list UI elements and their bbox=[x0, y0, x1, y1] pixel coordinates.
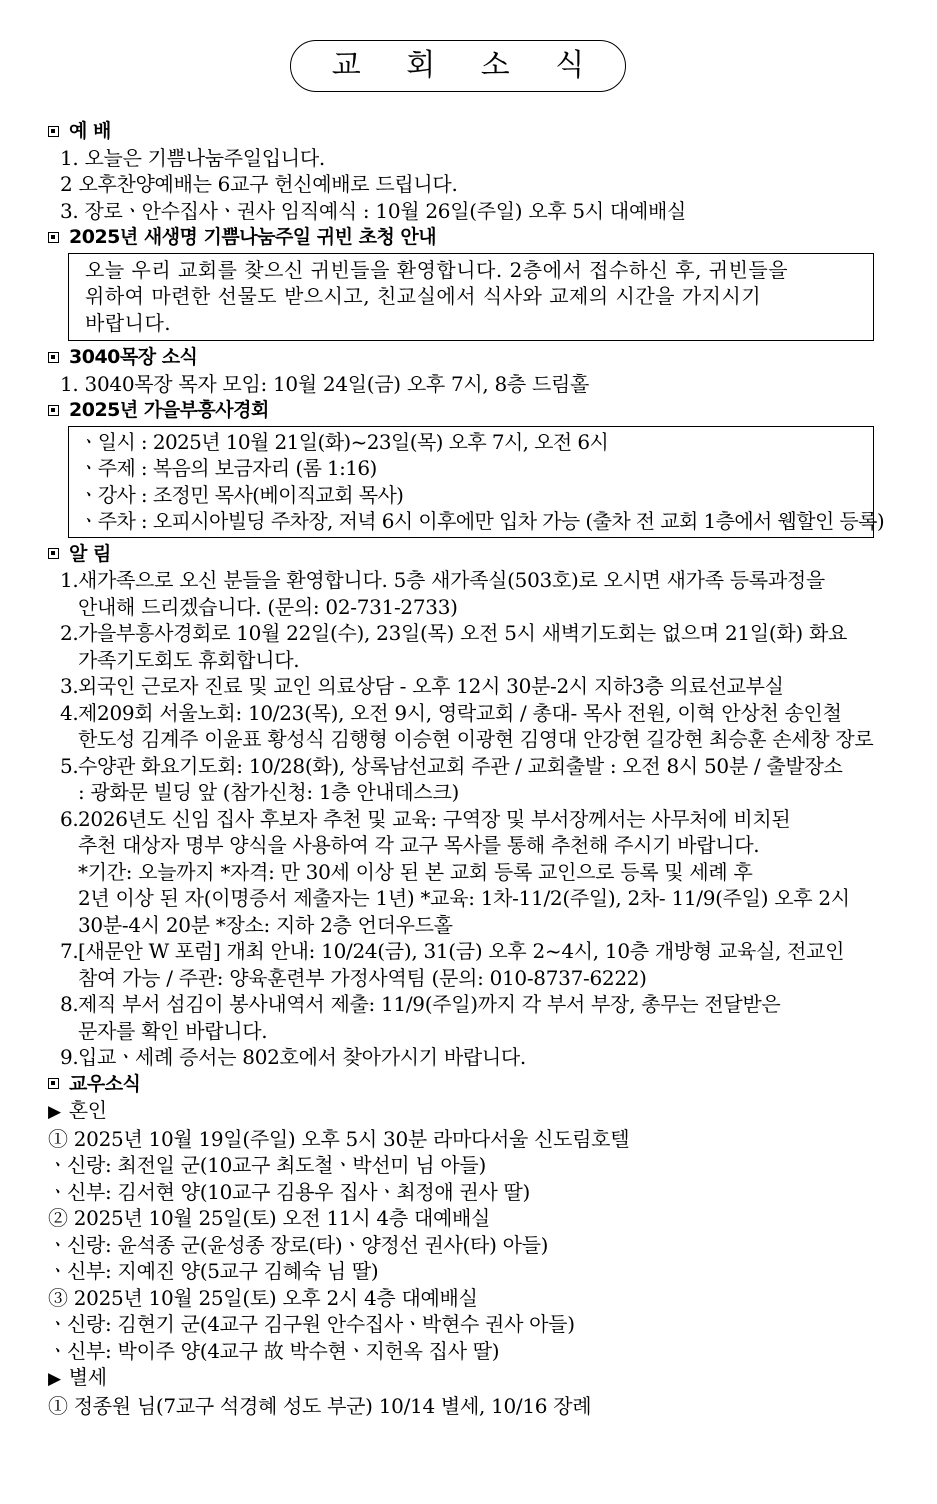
wedding-heading bbox=[48, 1097, 928, 1126]
box-line: 오늘 우리 교회를 찾으신 귀빈들을 환영합니다. 2층에서 접수하신 후, 귀빈들을 bbox=[85, 257, 789, 282]
notice-number: 3. bbox=[60, 674, 79, 698]
square-bullet-icon bbox=[48, 405, 59, 416]
notice-text: 수양관 화요기도회: 10/28(화), 상록남선교회 주관 / 교회출발 : 오전 8시 50분 / 출발장소 bbox=[78, 753, 843, 778]
notice-number: 1. bbox=[60, 568, 79, 592]
notice-continuation: 문자를 확인 바랍니다. bbox=[78, 1018, 268, 1043]
wedding-line: ㆍ신랑: 윤석종 군(윤성종 장로(타)ㆍ양정선 권사(타) 아들) bbox=[48, 1232, 549, 1257]
guest-notice-box bbox=[68, 253, 874, 342]
notice-continuation: 안내해 드리겠습니다. (문의: 02-731-2733) bbox=[78, 594, 458, 619]
mokjang-list bbox=[48, 371, 928, 398]
section-notices-heading bbox=[48, 541, 928, 568]
notice-text: 가을부흥사경회로 10월 22일(수), 23일(목) 오전 5시 새벽기도회는 없으며 21일(화) 화요 bbox=[78, 621, 847, 645]
notice-text: 새가족으로 오신 분들을 환영합니다. 5층 새가족실(503호)로 오시면 새가족 등록과정을 bbox=[78, 568, 825, 592]
notice-item bbox=[60, 620, 928, 647]
box-line: ㆍ일시 : 2025년 10월 21일(화)~23일(목) 오후 7시, 오전 6시 bbox=[79, 429, 609, 454]
page-title: 교 회 소 식 bbox=[290, 40, 626, 92]
section-heading-text: 3040목장 소식 bbox=[69, 346, 198, 368]
square-bullet-icon bbox=[48, 232, 59, 243]
notice-text: 2026년도 신임 집사 후보자 추천 및 교육: 구역장 및 부서장께서는 사무처에 비치된 bbox=[78, 806, 791, 831]
list-item: 1. 오늘은 기쁨나눔주일입니다. bbox=[60, 145, 325, 170]
triangle-right-icon: ▶ bbox=[48, 1369, 61, 1389]
triangle-right-icon: ▶ bbox=[48, 1102, 61, 1122]
notice-continuation: 2년 이상 된 자(이명증서 제출자는 1년) *교육: 1차-11/2(주일), 2차- 11/9(주일) 오후 2시 bbox=[78, 886, 850, 910]
wedding-line: ① 2025년 10월 19일(주일) 오후 5시 30분 라마다서울 신도림호텔 bbox=[48, 1126, 630, 1151]
notice-text: [새문안 W 포럼] 개최 안내: 10/24(금), 31(금) 오후 2~4시, 10층 개방형 교육실, 전교인 bbox=[78, 939, 845, 963]
section-guest-heading bbox=[48, 224, 928, 251]
notice-continuation: : 광화문 빌딩 앞 (참가신청: 1층 안내데스크) bbox=[78, 780, 459, 804]
notice-item bbox=[60, 938, 928, 965]
notice-text: 입교ㆍ세례 증서는 802호에서 찾아가시기 바랍니다. bbox=[78, 1045, 526, 1069]
wedding-line: ㆍ신부: 박이주 양(4교구 故 박수현ㆍ지헌옥 집사 딸) bbox=[48, 1338, 500, 1363]
box-line: 위하여 마련한 선물도 받으시고, 친교실에서 식사와 교제의 시간을 가지시기 bbox=[85, 284, 762, 308]
section-revival-heading bbox=[48, 397, 928, 424]
box-line: ㆍ주차 : 오피시아빌딩 주차장, 저녁 6시 이후에만 입차 가능 (출차 전 교회 1층에서 웹할인 등록) bbox=[79, 509, 885, 533]
square-bullet-icon bbox=[48, 126, 59, 137]
notice-item bbox=[60, 1044, 928, 1071]
list-item: 2 오후찬양예배는 6교구 헌신예배로 드립니다. bbox=[60, 172, 458, 196]
death-heading bbox=[48, 1364, 928, 1393]
wedding-list bbox=[48, 1126, 928, 1365]
list-item: 1. 3040목장 목자 모임: 10월 24일(금) 오후 7시, 8층 드림홀 bbox=[60, 371, 590, 396]
wedding-line: ㆍ신랑: 최전일 군(10교구 최도철ㆍ박선미 님 아들) bbox=[48, 1153, 486, 1177]
revival-info-box bbox=[68, 426, 885, 538]
box-line: ㆍ강사 : 조정민 목사(베이직교회 목사) bbox=[79, 482, 404, 507]
wedding-line: ② 2025년 10월 25일(토) 오전 11시 4층 대예배실 bbox=[48, 1206, 491, 1230]
box-line: ㆍ주제 : 복음의 보금자리 (롬 1:16) bbox=[79, 456, 377, 480]
section-heading-text: 알 림 bbox=[69, 542, 111, 565]
death-list bbox=[48, 1393, 928, 1420]
notice-item bbox=[60, 806, 928, 833]
notice-number: 4. bbox=[60, 700, 79, 725]
notice-number: 5. bbox=[60, 753, 79, 778]
notice-item bbox=[60, 991, 928, 1018]
square-bullet-icon bbox=[48, 352, 59, 363]
wedding-line: ㆍ신랑: 김현기 군(4교구 김구원 안수집사ㆍ박현수 권사 아들) bbox=[48, 1312, 575, 1336]
notice-number: 6. bbox=[60, 806, 79, 831]
notice-continuation: *기간: 오늘까지 *자격: 만 30세 이상 된 본 교회 등록 교인으로 등록 및 세례 후 bbox=[78, 859, 753, 884]
wedding-line: ㆍ신부: 김서현 양(10교구 김용우 집사ㆍ최정애 권사 딸) bbox=[48, 1179, 531, 1204]
notice-item bbox=[60, 753, 928, 780]
notice-text: 외국인 근로자 진료 및 교인 의료상담 - 오후 12시 30분-2시 지하3층 의료선교부실 bbox=[78, 674, 784, 698]
notice-text: 제직 부서 섬김이 봉사내역서 제출: 11/9(주일)까지 각 부서 부장, 총무는 전달받은 bbox=[78, 992, 781, 1016]
section-heading-text: 교우소식 bbox=[69, 1072, 141, 1095]
list-item: 3. 장로ㆍ안수집사ㆍ권사 임직예식 : 10월 26일(주일) 오후 5시 대예배실 bbox=[60, 198, 687, 223]
section-heading-text: 2025년 새생명 기쁨나눔주일 귀빈 초청 안내 bbox=[69, 226, 437, 248]
notice-continuation: 참여 가능 / 주관: 양육훈련부 가정사역팀 (문의: 010-8737-6222) bbox=[78, 965, 647, 990]
section-heading-text: 예 배 bbox=[69, 120, 111, 142]
death-line: ① 정종원 님(7교구 석경혜 성도 부군) 10/14 별세, 10/16 장례 bbox=[48, 1393, 592, 1418]
notice-number: 8. bbox=[60, 992, 79, 1016]
notice-item bbox=[60, 567, 928, 594]
section-members-heading bbox=[48, 1071, 928, 1098]
notice-continuation: 한도성 김계주 이윤표 황성식 김행형 이승현 이광현 김영대 안강현 길강현 최승훈 손세창 장로 bbox=[78, 727, 874, 751]
notice-number: 2. bbox=[60, 621, 79, 645]
notice-item bbox=[60, 673, 928, 700]
wedding-line: ㆍ신부: 지예진 양(5교구 김혜숙 님 딸) bbox=[48, 1259, 379, 1283]
square-bullet-icon bbox=[48, 1078, 59, 1089]
notice-item bbox=[60, 700, 928, 727]
death-heading-text: 별세 bbox=[68, 1365, 107, 1389]
notice-continuation: 추천 대상자 명부 양식을 사용하여 각 교구 목사를 통해 추천해 주시기 바랍니다. bbox=[78, 833, 760, 857]
worship-list bbox=[48, 145, 928, 225]
section-worship-heading bbox=[48, 118, 928, 145]
wedding-heading-text: 혼인 bbox=[68, 1098, 107, 1122]
notices-list bbox=[48, 567, 928, 1071]
section-heading-text: 2025년 가을부흥사경회 bbox=[69, 399, 269, 421]
wedding-line: ③ 2025년 10월 25일(토) 오후 2시 4층 대예배실 bbox=[48, 1285, 478, 1310]
box-line: 바랍니다. bbox=[85, 310, 172, 335]
bulletin-content bbox=[48, 118, 928, 1419]
notice-text: 제209회 서울노회: 10/23(목), 오전 9시, 영락교회 / 총대- 목사 전원, 이혁 안상천 송인철 bbox=[78, 700, 842, 725]
notice-number: 9. bbox=[60, 1045, 79, 1069]
notice-continuation: 가족기도회도 휴회합니다. bbox=[78, 647, 300, 672]
section-mokjang-heading bbox=[48, 344, 928, 371]
notice-continuation: 30분-4시 20분 *장소: 지하 2층 언더우드홀 bbox=[78, 912, 453, 937]
notice-number: 7. bbox=[60, 939, 79, 963]
square-bullet-icon bbox=[48, 548, 59, 559]
